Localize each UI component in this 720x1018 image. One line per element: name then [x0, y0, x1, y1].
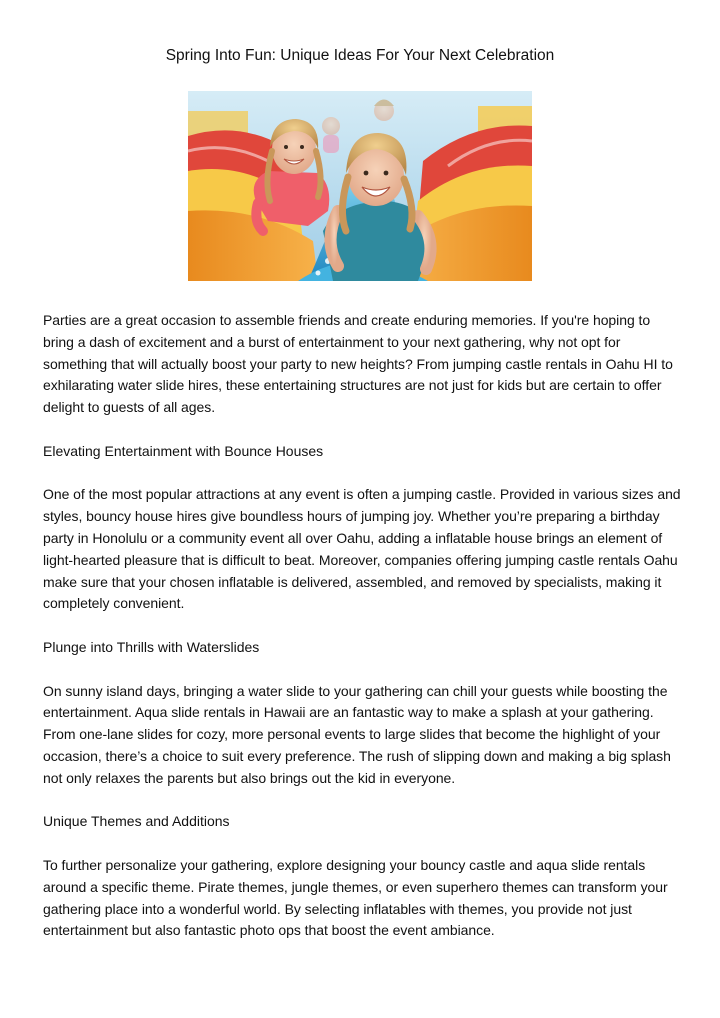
section-heading-themes: Unique Themes and Additions	[43, 813, 230, 830]
hero-image	[188, 91, 532, 281]
page-title: Spring Into Fun: Unique Ideas For Your Next Celebration	[165, 47, 555, 64]
section-heading-bounce-houses: Elevating Entertainment with Bounce Houses	[43, 442, 324, 459]
section-heading-waterslides: Plunge into Thrills with Waterslides	[43, 638, 260, 655]
bounce-houses-paragraph: One of the most popular attractions at any event is often a jumping castle. Provided in various sizes and styles, bouncy house hires give boundless hours of jumping joy. Whether you’re preparing a birthday party in Honolulu or a community event all over Oahu, adding a inflatable house brings an element of light-hearted pleasure that is difficult to beat. Moreover, companies offering jumping castle rentals Oahu make sure that your chosen inflatable is delivered, assembled, and removed by specialists, making it completely convenient.	[43, 486, 681, 612]
waterslides-paragraph: On sunny island days, bringing a water slide to your gathering can chill your guests while boosting the entertainment. Aqua slide rentals in Hawaii are an fantastic way to make a splash at your gathering. From one-lane slides for cozy, more personal events to large slides that become the highlight of your occasion, there’s a choice to suit every preference. The rush of slipping down and making a big splash not only relaxes the parents but also brings out the kid in everyone.	[43, 682, 671, 786]
themes-paragraph: To further personalize your gathering, explore designing your bouncy castle and aqua slide rentals around a specific theme. Pirate themes, jungle themes, or even superhero themes can transform your gathering place into a wonderful world. By selecting inflatables with themes, you provide not just entertainment but also fantastic photo ops that boost the event ambiance.	[43, 856, 668, 939]
article-body	[43, 310, 683, 964]
intro-paragraph: Parties are a great occasion to assemble friends and create enduring memories. If you're hoping to bring a dash of excitement and a burst of entertainment to your next gathering, why not opt for something that will actually boost your party to new heights? From jumping castle rentals in Oahu HI to exhilarating water slide hires, these entertaining structures are not just for kids but are certain to offer delight to guests of all ages.	[43, 312, 673, 416]
hero-illustration	[188, 91, 532, 281]
